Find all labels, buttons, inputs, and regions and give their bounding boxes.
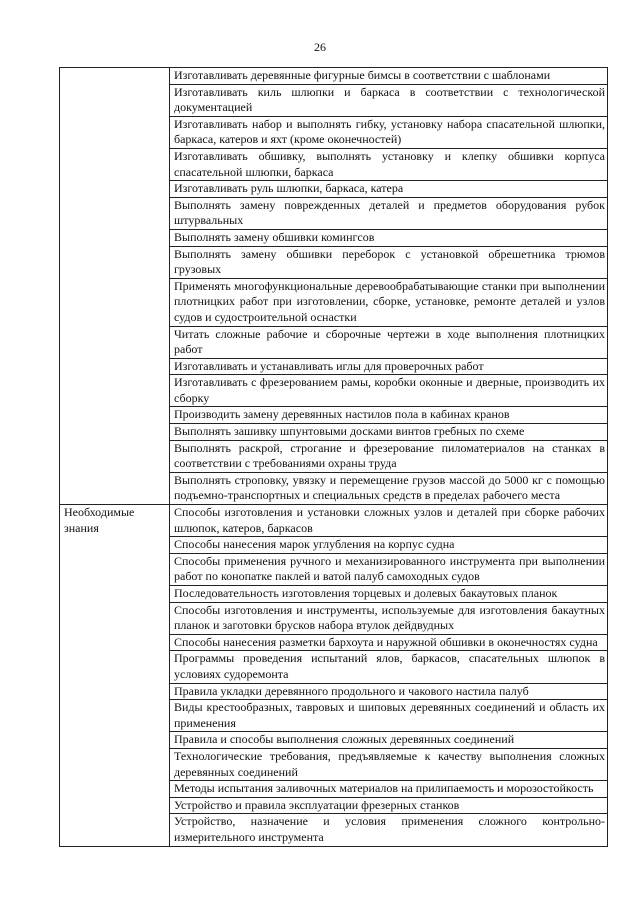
competency-table xyxy=(59,67,608,847)
table-cell-item: Применять многофункциональные деревообрабатывающие станки при выполнении плотницких работ при изготовлении, сборке, установке, ремонте деталей и узлов судов и судостроительной оснастки xyxy=(170,278,608,326)
table-cell-item: Читать сложные рабочие и сборочные чертежи в ходе выполнения плотницких работ xyxy=(170,326,608,358)
table-cell-item: Изготавливать с фрезерованием рамы, коробки оконные и дверные, производить их сборку xyxy=(170,375,608,407)
table-cell-item: Методы испытания заливочных материалов на прилипаемость и морозостойкость xyxy=(170,781,608,798)
table-cell-item: Технологические требования, предъявляемые к качеству выполнения сложных деревянных соединений xyxy=(170,748,608,780)
table-cell-item: Производить замену деревянных настилов пола в кабинах кранов xyxy=(170,407,608,424)
table-body xyxy=(60,68,608,847)
table-cell-item: Правила укладки деревянного продольного и чакового настила палуб xyxy=(170,683,608,700)
table-cell-item: Способы применения ручного и механизированного инструмента при выполнении работ по конопатке паклей и ватой палуб самоходных судов xyxy=(170,553,608,585)
table-cell-item: Программы проведения испытаний ялов, баркасов, спасательных шлюпок в условиях судоремонта xyxy=(170,651,608,683)
table-cell-item: Последовательность изготовления торцевых и долевых бакаутовых планок xyxy=(170,586,608,603)
table-cell-item: Устройство и правила эксплуатации фрезерных станков xyxy=(170,797,608,814)
section-label-empty xyxy=(60,68,170,505)
table-cell-item: Виды крестообразных, тавровых и шиповых деревянных соединений и область их применения xyxy=(170,700,608,732)
table-cell-item: Выполнять замену обшивки комингсов xyxy=(170,229,608,246)
table-cell-item: Выполнять замену поврежденных деталей и предметов оборудования рубок штурвальных xyxy=(170,197,608,229)
table-cell-item: Выполнять строповку, увязку и перемещение грузов массой до 5000 кг с помощью подъемно-транспортных и специальных средств в пределах рабочего места xyxy=(170,472,608,504)
table-cell-item: Выполнять замену обшивки переборок с установкой обрешетника трюмов грузовых xyxy=(170,246,608,278)
table-cell-item: Способы изготовления и установки сложных узлов и деталей при сборке рабочих шлюпок, катеров, баркасов xyxy=(170,505,608,537)
page-number: 26 xyxy=(314,40,326,54)
table-cell-item: Изготавливать набор и выполнять гибку, установку набора спасательной шлюпки, баркаса, катеров и яхт (кроме оконечностей) xyxy=(170,116,608,148)
table-cell-item: Выполнять раскрой, строгание и фрезерование пиломатериалов на станках в соответствии с требованиями охраны труда xyxy=(170,440,608,472)
table-cell-item: Правила и способы выполнения сложных деревянных соединений xyxy=(170,732,608,749)
table-cell-item: Изготавливать и устанавливать иглы для проверочных работ xyxy=(170,358,608,375)
table-cell-item: Выполнять зашивку шпунтовыми досками винтов гребных по схеме xyxy=(170,424,608,441)
table-cell-item: Способы нанесения разметки бархоута и наружной обшивки в оконечностях судна xyxy=(170,634,608,651)
table-cell-item: Способы нанесения марок углубления на корпус судна xyxy=(170,537,608,554)
table-cell-item: Устройство, назначение и условия применения сложного контрольно-измерительного инструмента xyxy=(170,814,608,846)
section-label: Необходимые знания xyxy=(60,505,170,846)
table-row xyxy=(60,505,608,537)
table-cell-item: Изготавливать деревянные фигурные бимсы в соответствии с шаблонами xyxy=(170,68,608,85)
table-row xyxy=(60,68,608,85)
table-cell-item: Изготавливать руль шлюпки, баркаса, катера xyxy=(170,181,608,198)
table-cell-item: Изготавливать киль шлюпки и баркаса в соответствии с технологической документацией xyxy=(170,84,608,116)
table-cell-item: Изготавливать обшивку, выполнять установку и клепку обшивки корпуса спасательной шлюпки, баркаса xyxy=(170,148,608,180)
table-cell-item: Способы изготовления и инструменты, используемые для изготовления бакаутных планок и заготовки брусков набора втулок дейдвудных xyxy=(170,602,608,634)
